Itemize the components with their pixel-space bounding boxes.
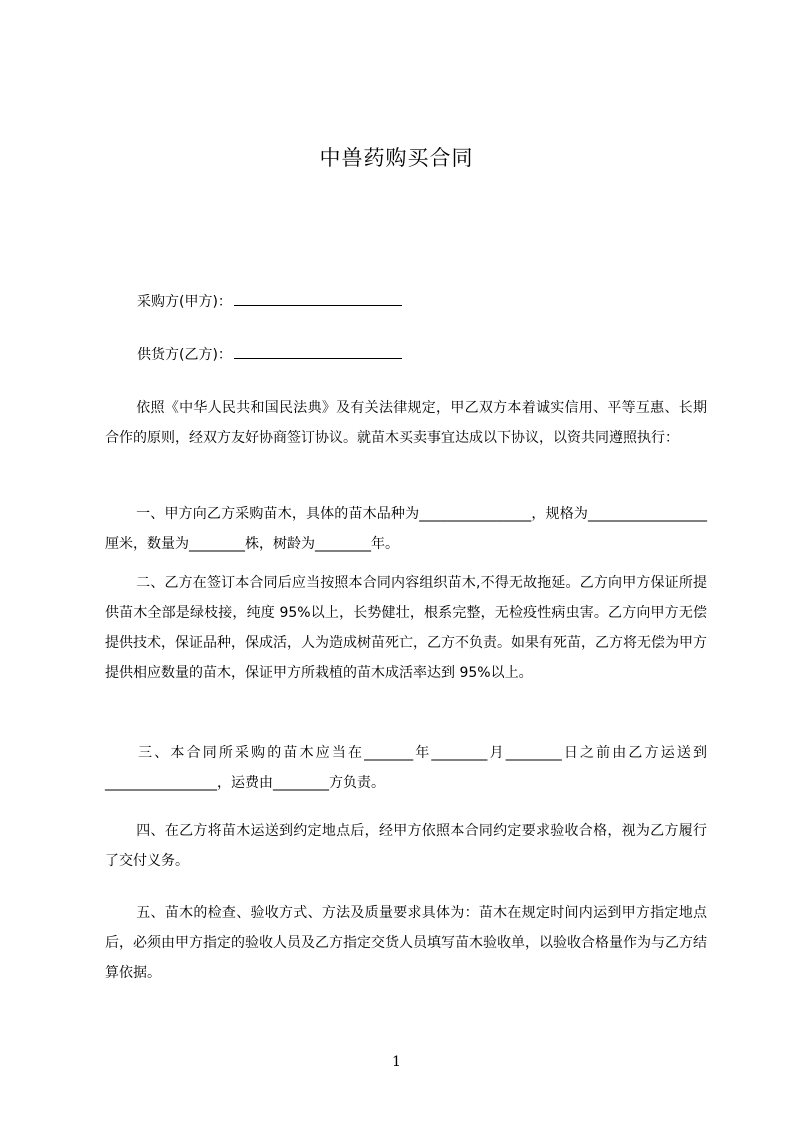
intro-paragraph <box>105 393 707 453</box>
party-a-label: 采购方(甲方)： <box>137 294 232 310</box>
clause-5 <box>105 898 707 988</box>
party-a-blank <box>234 291 402 306</box>
clause-3 <box>105 738 707 798</box>
clause-4 <box>105 816 707 876</box>
clause-4-text: 四、在乙方将苗木运送到约定地点后，经甲方依照本合同约定要求验收合格，视为乙方履行了交付义务。 <box>105 823 707 869</box>
clause-2-text: 二、乙方在签订本合同后应当按照本合同内容组织苗木,不得无故拖延。乙方向甲方保证所提供苗木全部是绿枝接，纯度 95%以上，长势健壮，根系完整，无检疫性病虫害。乙方向甲方无偿提供技术，保证品种，保成活，人为造成树苗死亡，乙方不负责。如果有死苗，乙方将无偿为甲方提供相应数量的苗木，保证甲方所栽植的苗木成活率达到 95%以上。 <box>105 575 707 681</box>
party-b-blank <box>234 344 402 359</box>
document-title: 中兽药购买合同 <box>319 146 474 170</box>
clause-2 <box>105 568 707 688</box>
clause-3-text: 三、本合同所采购的苗木应当在_______年________月________日之前由乙方运送到________________，运费由________方负责。 <box>105 745 707 791</box>
clause-5-text: 五、苗木的检查、验收方式、方法及质量要求具体为：苗木在规定时间内运到甲方指定地点后，必须由甲方指定的验收人员及乙方指定交货人员填写苗木验收单，以验收合格量作为与乙方结算依据。 <box>105 905 707 981</box>
clause-1 <box>105 499 707 559</box>
party-a-line <box>137 291 402 312</box>
party-b-line <box>137 344 402 365</box>
intro-text: 依照《中华人民共和国民法典》及有关法律规定，甲乙双方本着诚实信用、平等互惠、长期合作的原则，经双方友好协商签订协议。就苗木买卖事宜达成以下协议，以资共同遵照执行： <box>105 400 707 446</box>
party-b-label: 供货方(乙方)： <box>137 347 232 363</box>
page-number: 1 <box>392 1054 401 1070</box>
clause-1-text: 一、甲方向乙方采购苗木，具体的苗木品种为________________，规格为_________________厘米，数量为________株，树龄为________年。 <box>105 506 707 552</box>
